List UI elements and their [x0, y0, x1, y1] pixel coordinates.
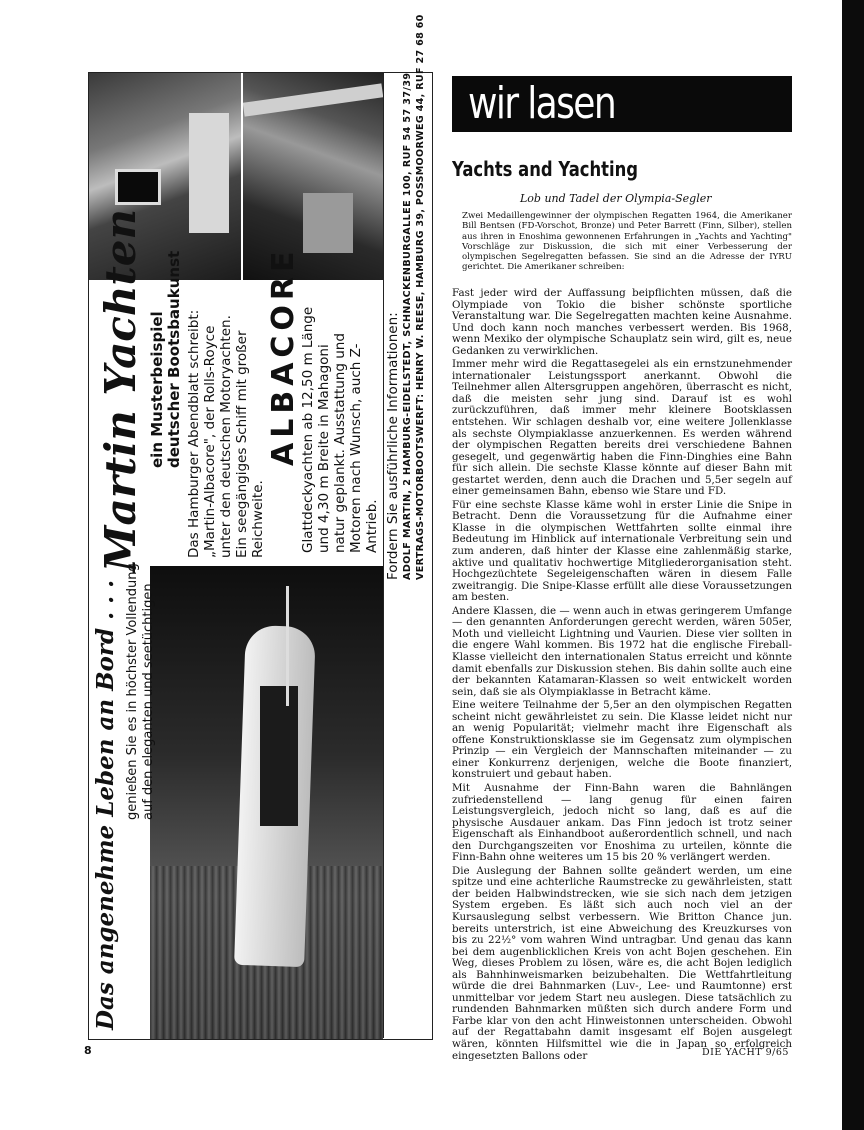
section-title: wir lasen — [468, 78, 616, 129]
ad-spec-line2: und 4,30 m Breite in Mahagoni — [316, 344, 332, 553]
article-subtitle: Lob und Tadel der Olympia-Segler — [520, 192, 712, 205]
ad-quote-line2: „Martin-Albacore", der Rolls-Royce — [202, 325, 218, 558]
ad-spec-line4: Motoren nach Wunsch, auch Z- — [348, 343, 364, 553]
deck-interior-photo — [243, 73, 383, 280]
article-paragraph: Fast jeder wird der Auffassung beipflichten müssen, daß die Olympiade von Tokio die bisher schönste sportliche Veranstaltung war. Die Segelregatten machten keine Ausnahme. Und doch kann noch manches verbessert werden. Bis 1968, wenn Mexiko der olympische Schauplatz sein wird, gilt es, neue Gedanken zu verwirklichen. — [452, 287, 792, 357]
ad-info-line3: VERTRAGS-MOTORBOOTSWERFT: HENRY W. REESE, HAMBURG 39, POSSMOORWEG 44, RUF 27 68 60 — [415, 14, 426, 580]
article-lead: Zwei Medaillengewinner der olympischen Regatten 1964, die Amerikaner Bill Bentsen (FD-Vorschot, Bronze) und Peter Barrett (Finn, Silber), stellen aus ihren in Enoshima gewonnenen Erfahrungen in „Yachts and Yachting" Vorschläge zur Diskussion, die sich mit einer Verbesserung der olympischen Segelregatten befassen. Sie sind an die Adresse der IYRU gerichtet. Die Amerikaner schreiben: — [462, 211, 792, 273]
ad-headline-boat: Das angenehme Leben an Bord . . . — [92, 579, 119, 1030]
page-number: 8 — [84, 1044, 92, 1057]
article-paragraph: Andere Klassen, die — wenn auch in etwas geringerem Umfange — den genannten Anforderungen gerecht werden, wären 505er, Moth und vielleicht Lightning und Vaurien. Diese vier sollten in die engere Wahl kommen. Bis 1972 hat die englische Fireball-Klasse vielleicht den internationalen Status erreicht und könnte damit ebenfalls zur Diskussion stehen. Bis dahin sollte auch eine der bekannten Katamaran-Klassen so weit entwickelt worden sein, daß sie als Olympiaklasse in Betracht käme. — [452, 604, 792, 698]
article-paragraph: Immer mehr wird die Regattasegelei als ein ernstzunehmender internationaler Leistungssport anerkannt. Obwohl die Teilnehmer allen Altersgruppen angehören, überrascht es nicht, daß die meisten sehr jung sind. Darauf ist es wohl zurückzuführen, daß immer mehr kleinere Bootsklassen entstehen. Wir schlagen deshalb vor, eine weitere Jollenklasse als sechste Olympiaklasse anzuerkennen. Es werden während der olympischen Regatten bereits drei verschiedene Bahnen gesegelt, und gegenwärtig haben die Finn-Dinghies eine Bahn für sich allein. Die sechste Klasse könnte auf dieser Bahn mit gestartet werden, denn auch die Drachen und 5,5er segeln auf einer gemeinsamen Bahn, ebenso wie Stare und FD. — [452, 358, 792, 498]
article-paragraph: Eine weitere Teilnahme der 5,5er an den olympischen Regatten scheint nicht gewährleistet zu sein. Die Klasse leidet nicht nur an wenig Popularität; vielmehr macht ihre Eigenschaft als offene Konstruktionsklasse sie im Gegensatz zum olympischen Prinzip — ein Vergleich der Mannschaften miteinander — zu einer Konkurrenz derjenigen, welche die Boote finanziert, konstruiert und gebaut haben. — [452, 699, 792, 781]
ad-spec-line5: Antrieb. — [364, 499, 380, 553]
ad-quote-line3: unter den deutschen Motoryachten. — [218, 315, 234, 558]
magazine-issue: DIE YACHT 9/65 — [702, 1047, 789, 1058]
ad-info-divider — [383, 72, 384, 1038]
ad-sub-boat-line1: genießen Sie es in höchster Vollendung — [125, 563, 140, 820]
ad-spec-line1: Glattdeckyachten ab 12,50 m Länge — [300, 306, 316, 553]
ad-sub-boat-line2: auf den eleganten und seetüchtigen — [141, 583, 156, 820]
article-paragraph: Mit Ausnahme der Finn-Bahn waren die Bahnlängen zufriedenstellend — lang genug für einen fairen Leistungsvergleich, jedoch nicht so lang, daß es auf die physische Ausdauer ankam. Das Finn jedoch ist trotz seiner Eigenschaft als Einhandboot außerordentlich schnell, und nach den Durchgangszeiten vor Enoshima zu urteilen, könnte die Finn-Bahn ohne weiteres um 15 bis 20 % verlängert werden. — [452, 781, 792, 864]
ad-quote-line4: Ein seegängiges Schiff mit großer — [234, 330, 250, 558]
motor-yacht-photo — [150, 566, 383, 1039]
model-name: ALBACORE — [266, 246, 301, 466]
ad-quote-line1: Das Hamburger Abendblatt schreibt: — [186, 309, 202, 558]
ad-tagline-line2: deutscher Bootsbaukunst — [165, 250, 183, 468]
article-paragraph: Die Auslegung der Bahnen sollte geändert werden, um eine spitze und eine achterliche Raumstrecke zu gewährleisten, statt der beiden Halbwindstrecken, wie sie sich nach dem jetzigen System ergeben. Es läßt sich auch noch viel an der Kursauslegung selbst verbessern. Wie Britton Chance jun. bereits unterstrich, ist eine Abweichung des Kreuzkurses von bis zu 22½° vom wahren Wind untragbar. Und genau das kann bei dem augenblicklichen Kreis von acht Bojen geschehen. Ein Weg, dieses Problem zu lösen, wäre es, die acht Bojen lediglich als Bahnhinweismarken beizubehalten. Die Wettfahrtleitung würde die drei Bahnmarken (Luv-, Lee- und Raumtonne) erst unmittelbar vor jedem Start neu auslegen. Diese tatsächlich zu rundenden Bahnmarken müßten sich durch andere Form und Farbe klar von den acht Hinweistonnen unterscheiden. Obwohl auf der Regattabahn damit insgesamt elf Bojen ausgelegt wären, könnten Hilfsmittel wie die in Japan so erfolgreich eingesetzten Ballons oder — [452, 864, 792, 1062]
article-paragraph: Für eine sechste Klasse käme wohl in erster Linie die Snipe in Betracht. Denn die Voraussetzung für die Aufnahme einer Klasse in die olympischen Wettfahrten sollte einmal ihre Bedeutung im Hinblick auf internationale Verbreitung sein und zum anderen, daß hinter der Klasse eine zahlenmäßig starke, aktive und qualitativ hochwertige Mitgliederorganisation steht. Hochgezüchtete Segeleigenschaften wären in diesem Falle zweitrangig. Die Snipe-Klasse erfüllt alle diese Voraussetzungen am besten. — [452, 498, 792, 604]
ad-info-line2: ADOLF MARTIN, 2 HAMBURG-EIDELSTEDT, SCHNACKENBURGALLEE 100, RUF 54 57 37/39 — [402, 72, 413, 580]
ad-spec-line3: natur geplankt. Ausstattung und — [332, 333, 348, 553]
page-edge-strip — [842, 0, 864, 1130]
article-title: Yachts and Yachting — [452, 157, 639, 181]
ad-tagline-line1: ein Musterbeispiel — [148, 311, 166, 468]
article-body — [452, 288, 792, 1064]
brand-logo: Martin Yachten — [96, 208, 145, 572]
ad-info-line1: Fordern Sie ausführliche Informationen: — [385, 312, 401, 580]
ad-quote-line5: Reichweite. — [250, 480, 266, 558]
